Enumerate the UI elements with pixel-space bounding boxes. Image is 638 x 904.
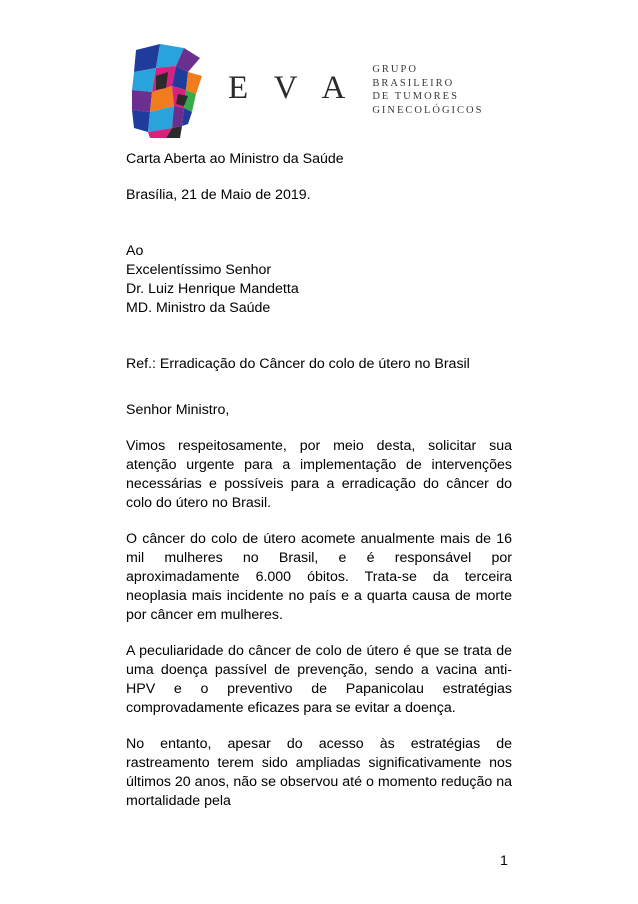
logo-org-name [372, 63, 483, 117]
logo-org-line-4: GINECOLÓGICOS [372, 104, 484, 116]
letter-paragraph-1: Vimos respeitosamente, por meio desta, solicitar sua atenção urgente para a implementação de intervenções necessárias e possíveis para a erradicação do câncer do colo do útero no Brasil. [126, 438, 512, 511]
logo-header [126, 40, 516, 140]
logo-org-line-3: DE TUMORES [372, 91, 459, 102]
address-line-2: Excelentíssimo Senhor [126, 262, 272, 278]
address-line-4: MD. Ministro da Saúde [126, 300, 271, 316]
page-number: 1 [500, 853, 508, 869]
logo-wordmark: E V A [228, 69, 355, 106]
spacer [126, 222, 512, 242]
address-line-1: Ao [126, 243, 144, 259]
stylized-face-mosaic-logo-icon [126, 42, 212, 138]
letter-title: Carta Aberta ao Ministro da Saúde [126, 151, 344, 167]
letter-subject: Ref.: Erradicação do Câncer do colo de útero no Brasil [126, 356, 470, 372]
letter-paragraph-3: A peculiaridade do câncer de colo de útero é que se trata de uma doença passível de prevenção, sendo a vacina anti-HPV e o preventivo de Papanicolau estratégias comprovadamente eficazes para se evitar a doença. [126, 643, 512, 716]
letter-paragraph-4: No entanto, apesar do acesso às estratégias de rastreamento terem sido ampliadas significativamente nos últimos 20 anos, não se observou até o momento redução na mortalidade pela [126, 736, 512, 809]
logo-org-line-2: BRASILEIRO [372, 77, 455, 89]
logo-org-line-1: GRUPO [372, 64, 418, 75]
letter-body [126, 150, 512, 828]
spacer [126, 335, 512, 355]
spacer [126, 391, 512, 401]
letter-salutation: Senhor Ministro, [126, 402, 230, 418]
address-line-3: Dr. Luiz Henrique Mandetta [126, 281, 299, 297]
letter-date: Brasília, 21 de Maio de 2019. [126, 187, 311, 203]
letter-address [126, 242, 512, 318]
letter-paragraph-2: O câncer do colo de útero acomete anualmente mais de 16 mil mulheres no Brasil, e é responsável por aproximadamente 6.000 óbitos. Trata-se da terceira neoplasia mais incidente no país e a quarta causa de morte por câncer em mulheres. [126, 531, 512, 623]
